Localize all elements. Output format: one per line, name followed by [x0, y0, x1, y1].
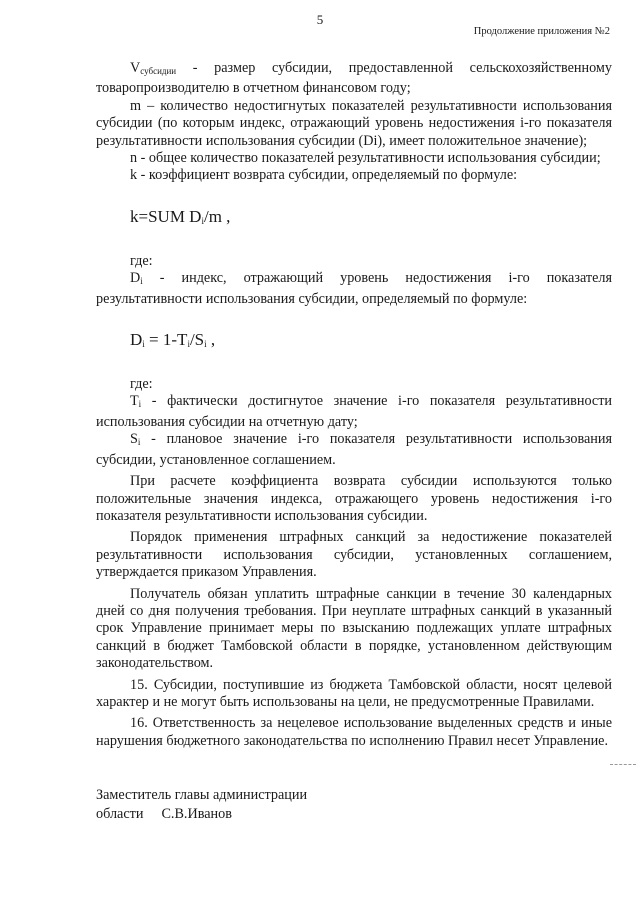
si-definition [96, 431, 612, 469]
ti-text: - фактически достигнутое значение i-го показателя результативности использования субсидии на отчетную дату; [96, 393, 612, 430]
di-definition [96, 270, 612, 308]
di-text: - индекс, отражающий уровень недостижения i-го показателя результативности использования субсидии, определяемый по формуле: [96, 270, 612, 307]
formula-d-a-sub: i [142, 339, 145, 350]
formula-d-d: , [206, 330, 216, 350]
paragraph-calculation: При расчете коэффициента возврата субсидии используются только положительные значения индекса, отражающего уровень недостижения i-го показателя результативности использования субсидии. [96, 473, 612, 524]
where-label-1: где: [130, 252, 153, 269]
formula-k-sub: i [201, 215, 204, 226]
vsub-subscript: субсидии [140, 66, 177, 76]
formula-d [130, 330, 612, 354]
signature-block [96, 786, 307, 824]
page-number: 5 [316, 12, 324, 27]
ti-symbol: T [130, 393, 139, 410]
signature-title: Заместитель главы администрации [96, 787, 308, 803]
ti-sub: i [138, 399, 142, 410]
k-definition: k - коэффициент возврата субсидии, определяемый по формуле: [130, 167, 518, 184]
formula-d-c: /S [189, 330, 205, 350]
margin-mark [610, 764, 636, 765]
document-body [96, 60, 612, 750]
vsub-definition [96, 60, 612, 98]
formula-k-right: /m , [203, 206, 231, 226]
di-symbol: D [130, 270, 141, 287]
signature-row [96, 805, 307, 824]
formula-d-b-sub: i [187, 339, 190, 350]
paragraph-recipient: Получатель обязан уплатить штрафные санкции в течение 30 календарных дней со дня получения требования. При неуплате штрафных санкций в указанный срок Управление принимает меры по взысканию подлежащих уплате штрафных санкций в бюджет Тамбовской области в порядке, установленном действующим законодательством. [96, 585, 612, 672]
appendix-continuation: Продолжение приложения №2 [473, 26, 610, 37]
formula-k [130, 207, 612, 231]
paragraph-order: Порядок применения штрафных санкций за недостижение показателей результативности использования субсидии, установленных соглашением, утверждается приказом Управления. [96, 529, 612, 581]
m-definition: m – количество недостигнутых показателей результативности использования субсидии (по которым индекс, отражающий уровень недостижения i-го показателя результативности использования субсидии (Di), имеет положительное значение); [96, 97, 612, 149]
formula-k-left: k=SUM D [130, 206, 202, 226]
si-sub: i [137, 437, 141, 448]
formula-d-c-sub: i [204, 339, 207, 350]
ti-definition [96, 393, 612, 431]
formula-d-a: D [130, 330, 143, 350]
di-sub: i [140, 276, 143, 287]
vsub-symbol: V [130, 60, 141, 76]
paragraph-16: 16. Ответственность за нецелевое использование выделенных средств и иные нарушения бюджетного законодательства по исполнению Правил несет Управление. [96, 715, 612, 749]
vsub-text: - размер субсидии, предоставленной сельскохозяйственному товаропроизводителю в отчетном финансовом году; [96, 60, 612, 97]
where-label-2: где: [130, 376, 153, 393]
si-symbol: S [130, 431, 138, 448]
signature-region: области [96, 806, 144, 822]
paragraph-15: 15. Субсидии, поступившие из бюджета Тамбовской области, носят целевой характер и не могут быть использованы на цели, не предусмотренные Правилами. [96, 676, 612, 710]
n-definition: n - общее количество показателей результативности использования субсидии; [130, 150, 601, 167]
si-text: - плановое значение i-го показателя результативности использования субсидии, установленное соглашением. [96, 431, 612, 468]
formula-d-b: = 1-T [144, 330, 188, 350]
signature-name: С.В.Иванов [161, 806, 232, 822]
